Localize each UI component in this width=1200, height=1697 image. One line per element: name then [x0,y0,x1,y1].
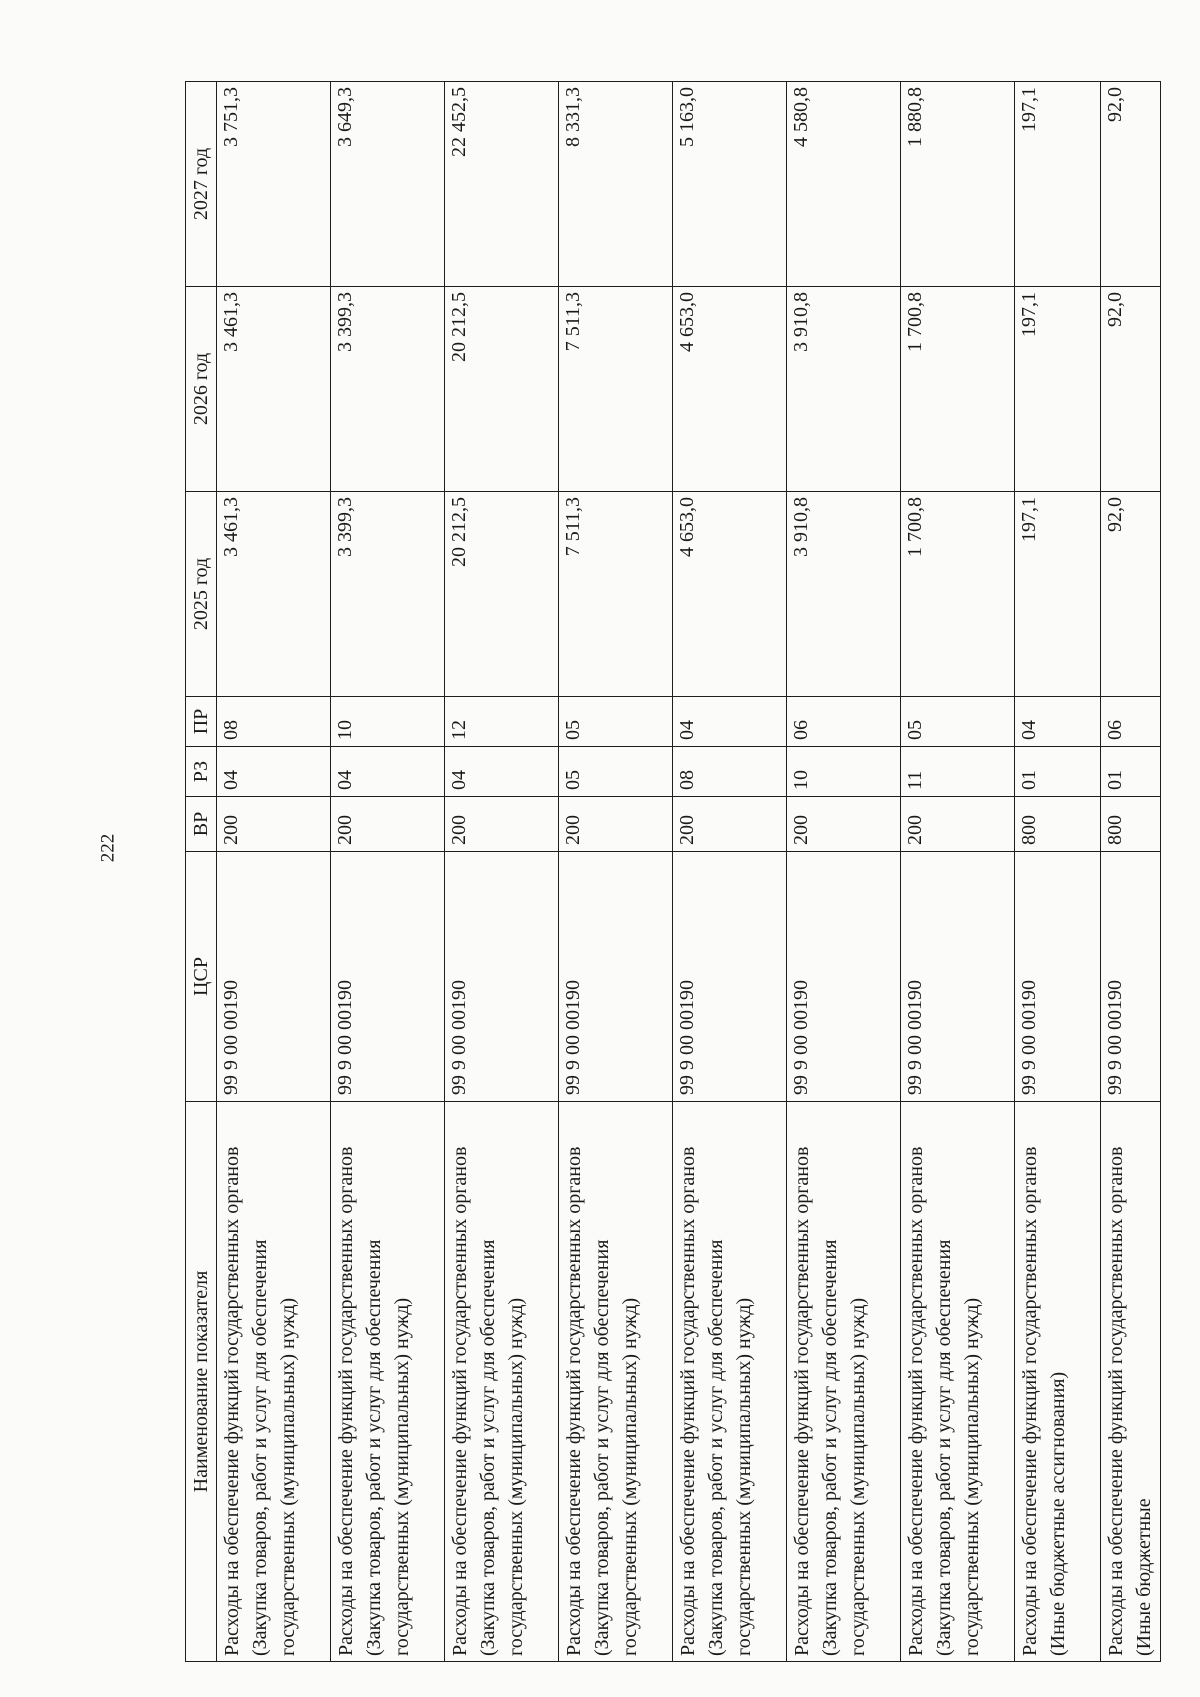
row-pr: 12 [445,697,559,747]
row-name: Расходы на обеспечение функций государственных органов (Закупка товаров, работ и услуг для обеспечения государственных (муниципальных) нужд) [787,1102,901,1662]
header-2027: 2027 год [186,82,217,287]
row-rz: 05 [559,747,673,797]
row-2027: 4 580,8 [787,82,901,287]
row-2027: 8 331,3 [559,82,673,287]
row-2027: 92,0 [1101,82,1161,287]
row-rz: 11 [901,747,1015,797]
row-pr: 08 [217,697,331,747]
row-2025: 20 212,5 [445,492,559,697]
header-2026: 2026 год [186,287,217,492]
row-vr: 200 [217,797,331,852]
row-2026: 92,0 [1101,287,1161,492]
row-pr: 06 [1101,697,1161,747]
header-rz: РЗ [186,747,217,797]
row-vr: 200 [331,797,445,852]
row-pr: 10 [331,697,445,747]
header-vr: ВР [186,797,217,852]
row-rz: 01 [1101,747,1161,797]
header-2025: 2025 год [186,492,217,697]
header-csr: ЦСР [186,852,217,1102]
row-2027: 1 880,8 [901,82,1015,287]
row-csr: 99 9 00 00190 [1015,852,1101,1102]
row-2025: 3 461,3 [217,492,331,697]
row-rz: 04 [445,747,559,797]
row-2026: 3 910,8 [787,287,901,492]
row-name: Расходы на обеспечение функций государственных органов (Иные бюджетные ассигнования) [1015,1102,1101,1662]
table-row [331,82,445,1662]
row-csr: 99 9 00 00190 [901,852,1015,1102]
row-name: Расходы на обеспечение функций государственных органов (Закупка товаров, работ и услуг для обеспечения государственных (муниципальных) нужд) [445,1102,559,1662]
row-2025: 3 910,8 [787,492,901,697]
table-row [559,82,673,1662]
row-csr: 99 9 00 00190 [445,852,559,1102]
row-csr: 99 9 00 00190 [331,852,445,1102]
row-vr: 800 [1101,797,1161,852]
row-name: Расходы на обеспечение функций государственных органов (Закупка товаров, работ и услуг для обеспечения государственных (муниципальных) нужд) [217,1102,331,1662]
row-rz: 08 [673,747,787,797]
budget-table-container [185,82,1155,1662]
row-2026: 7 511,3 [559,287,673,492]
table-row [217,82,331,1662]
row-vr: 200 [445,797,559,852]
row-name: Расходы на обеспечение функций государственных органов (Иные бюджетные [1101,1102,1161,1662]
row-2027: 22 452,5 [445,82,559,287]
row-rz: 04 [331,747,445,797]
row-csr: 99 9 00 00190 [1101,852,1161,1102]
table-row [901,82,1015,1662]
row-2026: 1 700,8 [901,287,1015,492]
row-2026: 197,1 [1015,287,1101,492]
table-row [787,82,901,1662]
row-vr: 200 [901,797,1015,852]
row-csr: 99 9 00 00190 [673,852,787,1102]
row-name: Расходы на обеспечение функций государственных органов (Закупка товаров, работ и услуг для обеспечения государственных (муниципальных) нужд) [331,1102,445,1662]
row-2025: 4 653,0 [673,492,787,697]
table-row [673,82,787,1662]
table-row [445,82,559,1662]
row-2025: 197,1 [1015,492,1101,697]
row-2025: 1 700,8 [901,492,1015,697]
row-pr: 04 [673,697,787,747]
row-pr: 05 [559,697,673,747]
row-pr: 06 [787,697,901,747]
row-rz: 04 [217,747,331,797]
row-rz: 01 [1015,747,1101,797]
row-2027: 5 163,0 [673,82,787,287]
row-2026: 3 399,3 [331,287,445,492]
row-2026: 3 461,3 [217,287,331,492]
header-name: Наименование показателя [186,1102,217,1662]
row-vr: 200 [673,797,787,852]
table-row [1015,82,1101,1662]
row-2027: 197,1 [1015,82,1101,287]
page-number: 222 [97,833,119,863]
row-csr: 99 9 00 00190 [217,852,331,1102]
row-2025: 3 399,3 [331,492,445,697]
row-pr: 04 [1015,697,1101,747]
row-csr: 99 9 00 00190 [559,852,673,1102]
row-name: Расходы на обеспечение функций государственных органов (Закупка товаров, работ и услуг для обеспечения государственных (муниципальных) нужд) [901,1102,1015,1662]
table-row [1101,82,1161,1662]
row-csr: 99 9 00 00190 [787,852,901,1102]
row-vr: 200 [559,797,673,852]
row-pr: 05 [901,697,1015,747]
row-2027: 3 649,3 [331,82,445,287]
budget-table [185,81,1161,1662]
row-vr: 200 [787,797,901,852]
header-pr: ПР [186,697,217,747]
row-2027: 3 751,3 [217,82,331,287]
row-rz: 10 [787,747,901,797]
row-vr: 800 [1015,797,1101,852]
row-name: Расходы на обеспечение функций государственных органов (Закупка товаров, работ и услуг для обеспечения государственных (муниципальных) нужд) [673,1102,787,1662]
row-2026: 4 653,0 [673,287,787,492]
row-name: Расходы на обеспечение функций государственных органов (Закупка товаров, работ и услуг для обеспечения государственных (муниципальных) нужд) [559,1102,673,1662]
row-2025: 92,0 [1101,492,1161,697]
row-2025: 7 511,3 [559,492,673,697]
row-2026: 20 212,5 [445,287,559,492]
header-row [186,82,217,1662]
